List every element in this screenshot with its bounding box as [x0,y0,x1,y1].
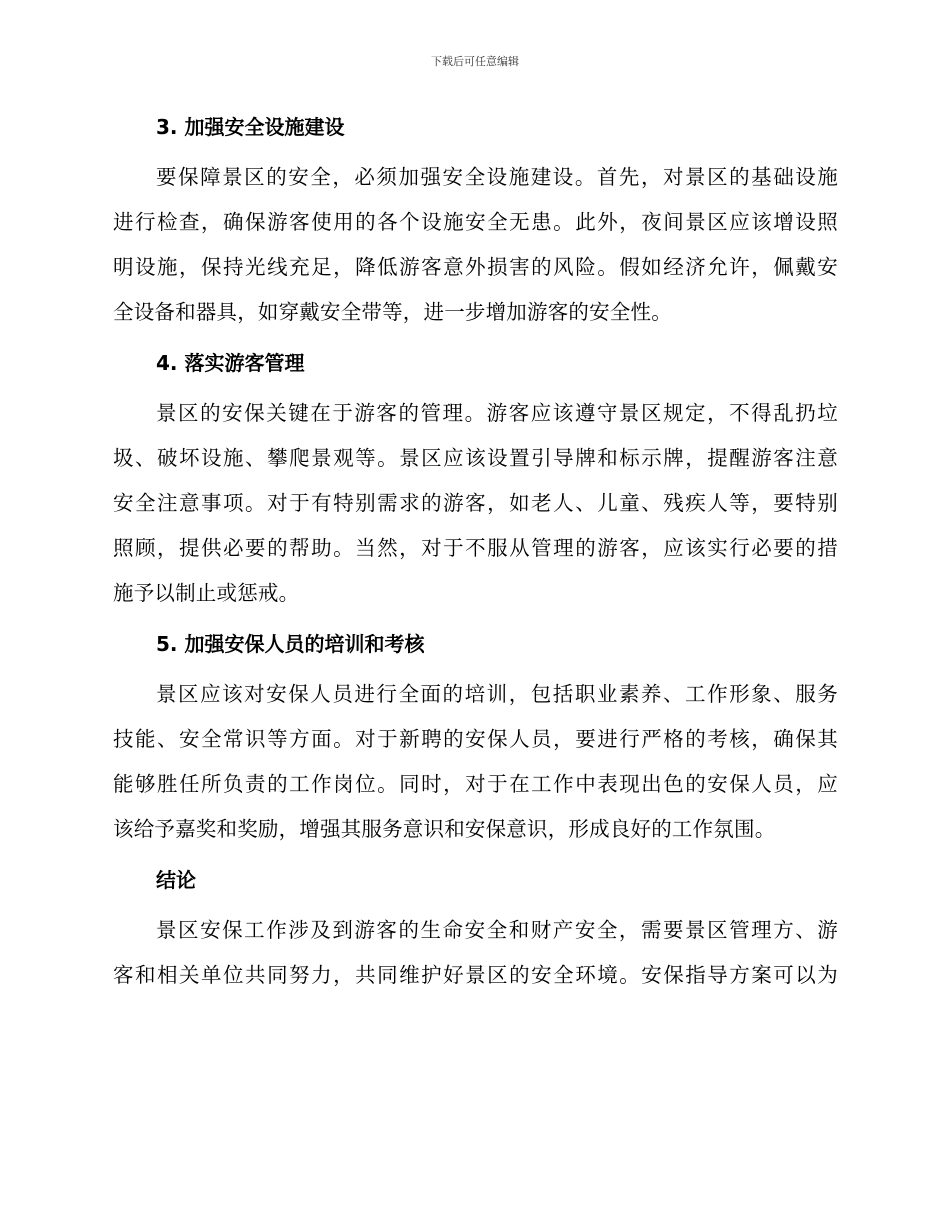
paragraph-line: 安全注意事项。对于有特别需求的游客，如老人、儿童、残疾人等，要特别 [113,491,838,515]
paragraph-line: 明设施，保持光线充足，降低游客意外损害的风险。假如经济允许，佩戴安 [113,255,838,279]
paragraph-line: 照顾，提供必要的帮助。当然，对于不服从管理的游客，应该实行必要的措 [113,536,838,560]
page-header-note: 下载后可任意编辑 [431,55,519,68]
paragraph-line: 客和相关单位共同努力，共同维护好景区的安全环境。安保指导方案可以为 [113,963,838,987]
section-paragraph-3 [113,155,838,335]
paragraph-line: 施予以制止或惩戒。 [113,581,300,605]
section-heading-5: 5. 加强安保人员的培训和考核 [156,632,425,656]
section-paragraph-5 [113,672,838,852]
paragraph-line: 全设备和器具，如穿戴安全带等，进一步增加游客的安全性。 [113,300,672,324]
paragraph-line: 景区的安保关键在于游客的管理。游客应该遵守景区规定，不得乱扔垃 [156,401,838,425]
paragraph-line: 能够胜任所负责的工作岗位。同时，对于在工作中表现出色的安保人员，应 [113,772,838,796]
paragraph-line: 景区安保工作涉及到游客的生命安全和财产安全，需要景区管理方、游 [156,918,838,942]
paragraph-line: 技能、安全常识等方面。对于新聘的安保人员，要进行严格的考核，确保其 [113,727,838,751]
section-paragraph-conclusion [113,908,838,998]
section-heading-conclusion: 结论 [156,868,196,892]
paragraph-line: 要保障景区的安全，必须加强安全设施建设。首先，对景区的基础设施 [156,165,838,189]
paragraph-line: 进行检查，确保游客使用的各个设施安全无患。此外，夜间景区应该增设照 [113,210,838,234]
paragraph-line: 圾、破坏设施、攀爬景观等。景区应该设置引导牌和标示牌，提醒游客注意 [113,446,838,470]
paragraph-line: 该给予嘉奖和奖励，增强其服务意识和安保意识，形成良好的工作氛围。 [113,817,776,841]
document-body [113,112,838,998]
section-heading-3: 3. 加强安全设施建设 [156,115,345,139]
section-heading-4: 4. 落实游客管理 [156,351,305,375]
paragraph-line: 景区应该对安保人员进行全面的培训，包括职业素养、工作形象、服务 [156,682,838,706]
section-paragraph-4 [113,391,838,616]
